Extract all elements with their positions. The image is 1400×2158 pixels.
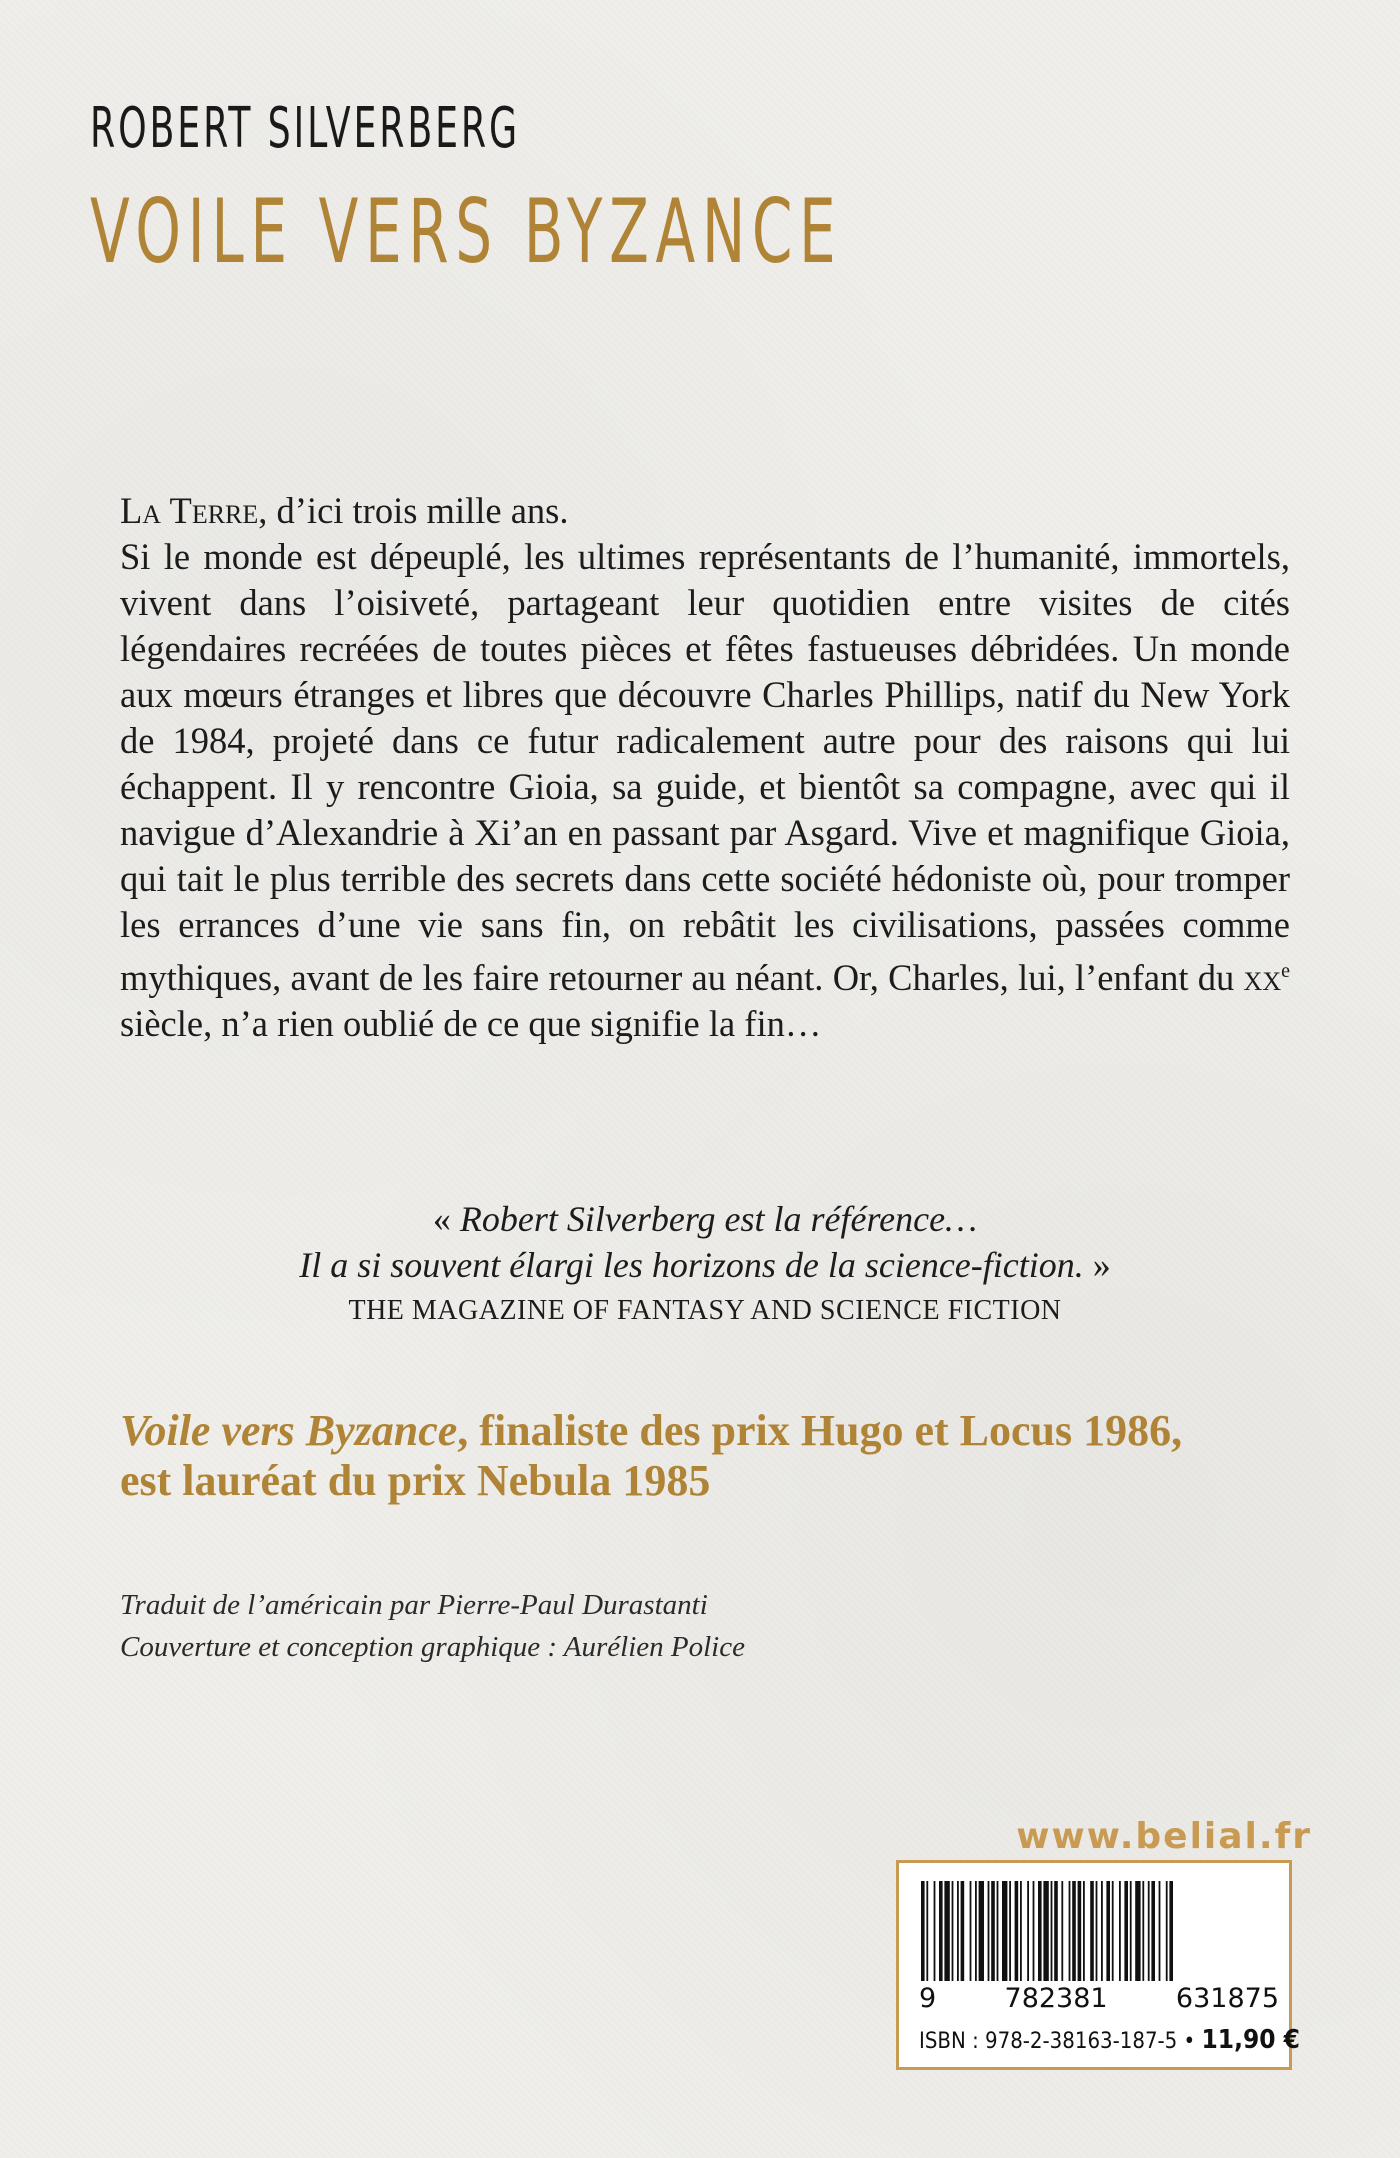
barcode-bar [1054,1881,1058,1981]
quote-line-1 [120,1196,1290,1242]
publisher-website-link[interactable]: www.belial.fr [1016,1816,1312,1857]
barcode-bar [944,1881,949,1981]
barcode-bar [1130,1881,1132,1981]
barcode-bar [1159,1881,1161,1981]
barcode-bar [1015,1881,1019,1981]
barcode-bar [988,1881,990,1981]
quote-line-2-text: Il a si souvent élargi les horizons de la science-fiction. [299,1245,1084,1285]
barcode-bar [1043,1881,1048,1981]
barcode-box [896,1860,1300,2070]
barcode-bar [1038,1881,1042,1981]
barcode-bar [1096,1881,1098,1981]
barcode-bar [952,1881,954,1981]
barcode-bar [961,1881,965,1981]
award-statement [120,1406,1290,1506]
author-name: ROBERT SILVERBERG [90,96,520,161]
blurb-century-sup: e [1281,960,1290,982]
award-book-title: Voile vers Byzance [120,1406,458,1455]
blurb-body-text: Si le monde est dépeuplé, les ultimes représentants de l’humanité, immortels, vivent dans l’oisiveté, partageant leur quotidien entre visites de cités légendaires recréées de toutes pièces et fêtes fastueuses débridées. Un monde aux mœurs étranges et libres que découvre Charles Phillips, natif du New York de 1984, projeté dans ce futur radicalement autre pour des raisons qui lui échappent. Il y rencontre Gioia, sa guide, et bientôt sa compagne, avec qui il navigue d’Alexandrie à Xi’an en passant par Asgard. Vive et magnifique Gioia, qui tait le plus terrible des secrets dans cette société hédoniste où, pour tromper les errances d’une vie sans fin, on rebâtit les civilisations, passées comme mythiques, avant de les faire retourner au néant. Or, Charles, lui, l’enfant du [120,536,1290,999]
barcode-bar [1135,1881,1140,1981]
book-title: VOILE VERS BYZANCE [90,180,843,283]
barcode-bar [1119,1881,1121,1981]
barcode-bar [1106,1881,1110,1981]
isbn-number: ISBN : 978-2-38163-187-5 [919,2029,1178,2054]
press-quote [120,1196,1290,1334]
quote-line-2 [120,1242,1290,1288]
barcode-bar [1020,1881,1022,1981]
barcode-bar [1166,1881,1168,1981]
barcode-bar [1169,1881,1173,1981]
award-line-1-rest: , finaliste des prix Hugo et Locus 1986, [457,1406,1183,1455]
barcode-bar [1142,1881,1144,1981]
barcode-bar [975,1881,977,1981]
barcode-bar [1027,1881,1029,1981]
award-line-1 [120,1406,1290,1456]
isbn-price-line [919,2025,1300,2055]
blurb-lead-smallcaps: La Terre [120,490,259,531]
barcode-bar [1124,1881,1128,1981]
barcode-bar [1148,1881,1150,1981]
barcode-bar [934,1881,936,1981]
barcode-bar [1009,1881,1011,1981]
blurb-lead [120,488,1290,534]
barcode-bar [1151,1881,1155,1981]
barcode-graphic [919,1881,1275,1981]
quote-source: THE MAGAZINE OF FANTASY AND SCIENCE FICTION [348,1295,1062,1326]
barcode-digit-group-2: 782381 [1004,1983,1108,2014]
barcode-bar [1090,1881,1094,1981]
barcode-bar [1002,1881,1007,1981]
barcode-bar [1078,1881,1082,1981]
barcode-digit-group-3: 631875 [1175,1983,1279,2014]
blurb-lead-rest: , d’ici trois mille ans. [258,490,569,531]
credits [120,1584,1120,1668]
price: 11,90 € [1201,2025,1300,2055]
barcode-bar [939,1881,943,1981]
quote-line-1-text: Robert Silverberg est la référence… [459,1199,978,1239]
quote-close-mark: » [1083,1245,1111,1285]
barcode-bar [926,1881,928,1981]
quote-open-mark: « [432,1199,460,1239]
isbn-separator: • [1177,2029,1202,2054]
barcode-bar [991,1881,995,1981]
translation-credit: Traduit de l’américain par Pierre-Paul Durastanti [120,1589,708,1621]
barcode-bar [921,1881,925,1981]
barcode-bar [979,1881,984,1981]
barcode-bar [1083,1881,1085,1981]
barcode-digit-group-1: 9 [919,1983,937,2014]
barcode-bar [1101,1881,1103,1981]
barcode-bar [1033,1881,1035,1981]
blurb-body [120,534,1290,1047]
barcode-bar [1069,1881,1071,1981]
back-cover-blurb [120,488,1290,1047]
barcode-bar [997,1881,999,1981]
barcode-bar [970,1881,972,1981]
barcode-bar [1051,1881,1053,1981]
barcode-bar [1112,1881,1114,1981]
barcode-bar [1061,1881,1063,1981]
barcode-bar [957,1881,959,1981]
blurb-ending: siècle, n’a rien oublié de ce que signifie la fin… [120,1003,822,1045]
barcode-bar [1072,1881,1076,1981]
cover-credit: Couverture et conception graphique : Aurélien Police [120,1631,745,1663]
blurb-century: xx [1243,957,1282,999]
barcode-digits [919,1983,1279,2014]
award-line-2: est lauréat du prix Nebula 1985 [120,1456,711,1505]
